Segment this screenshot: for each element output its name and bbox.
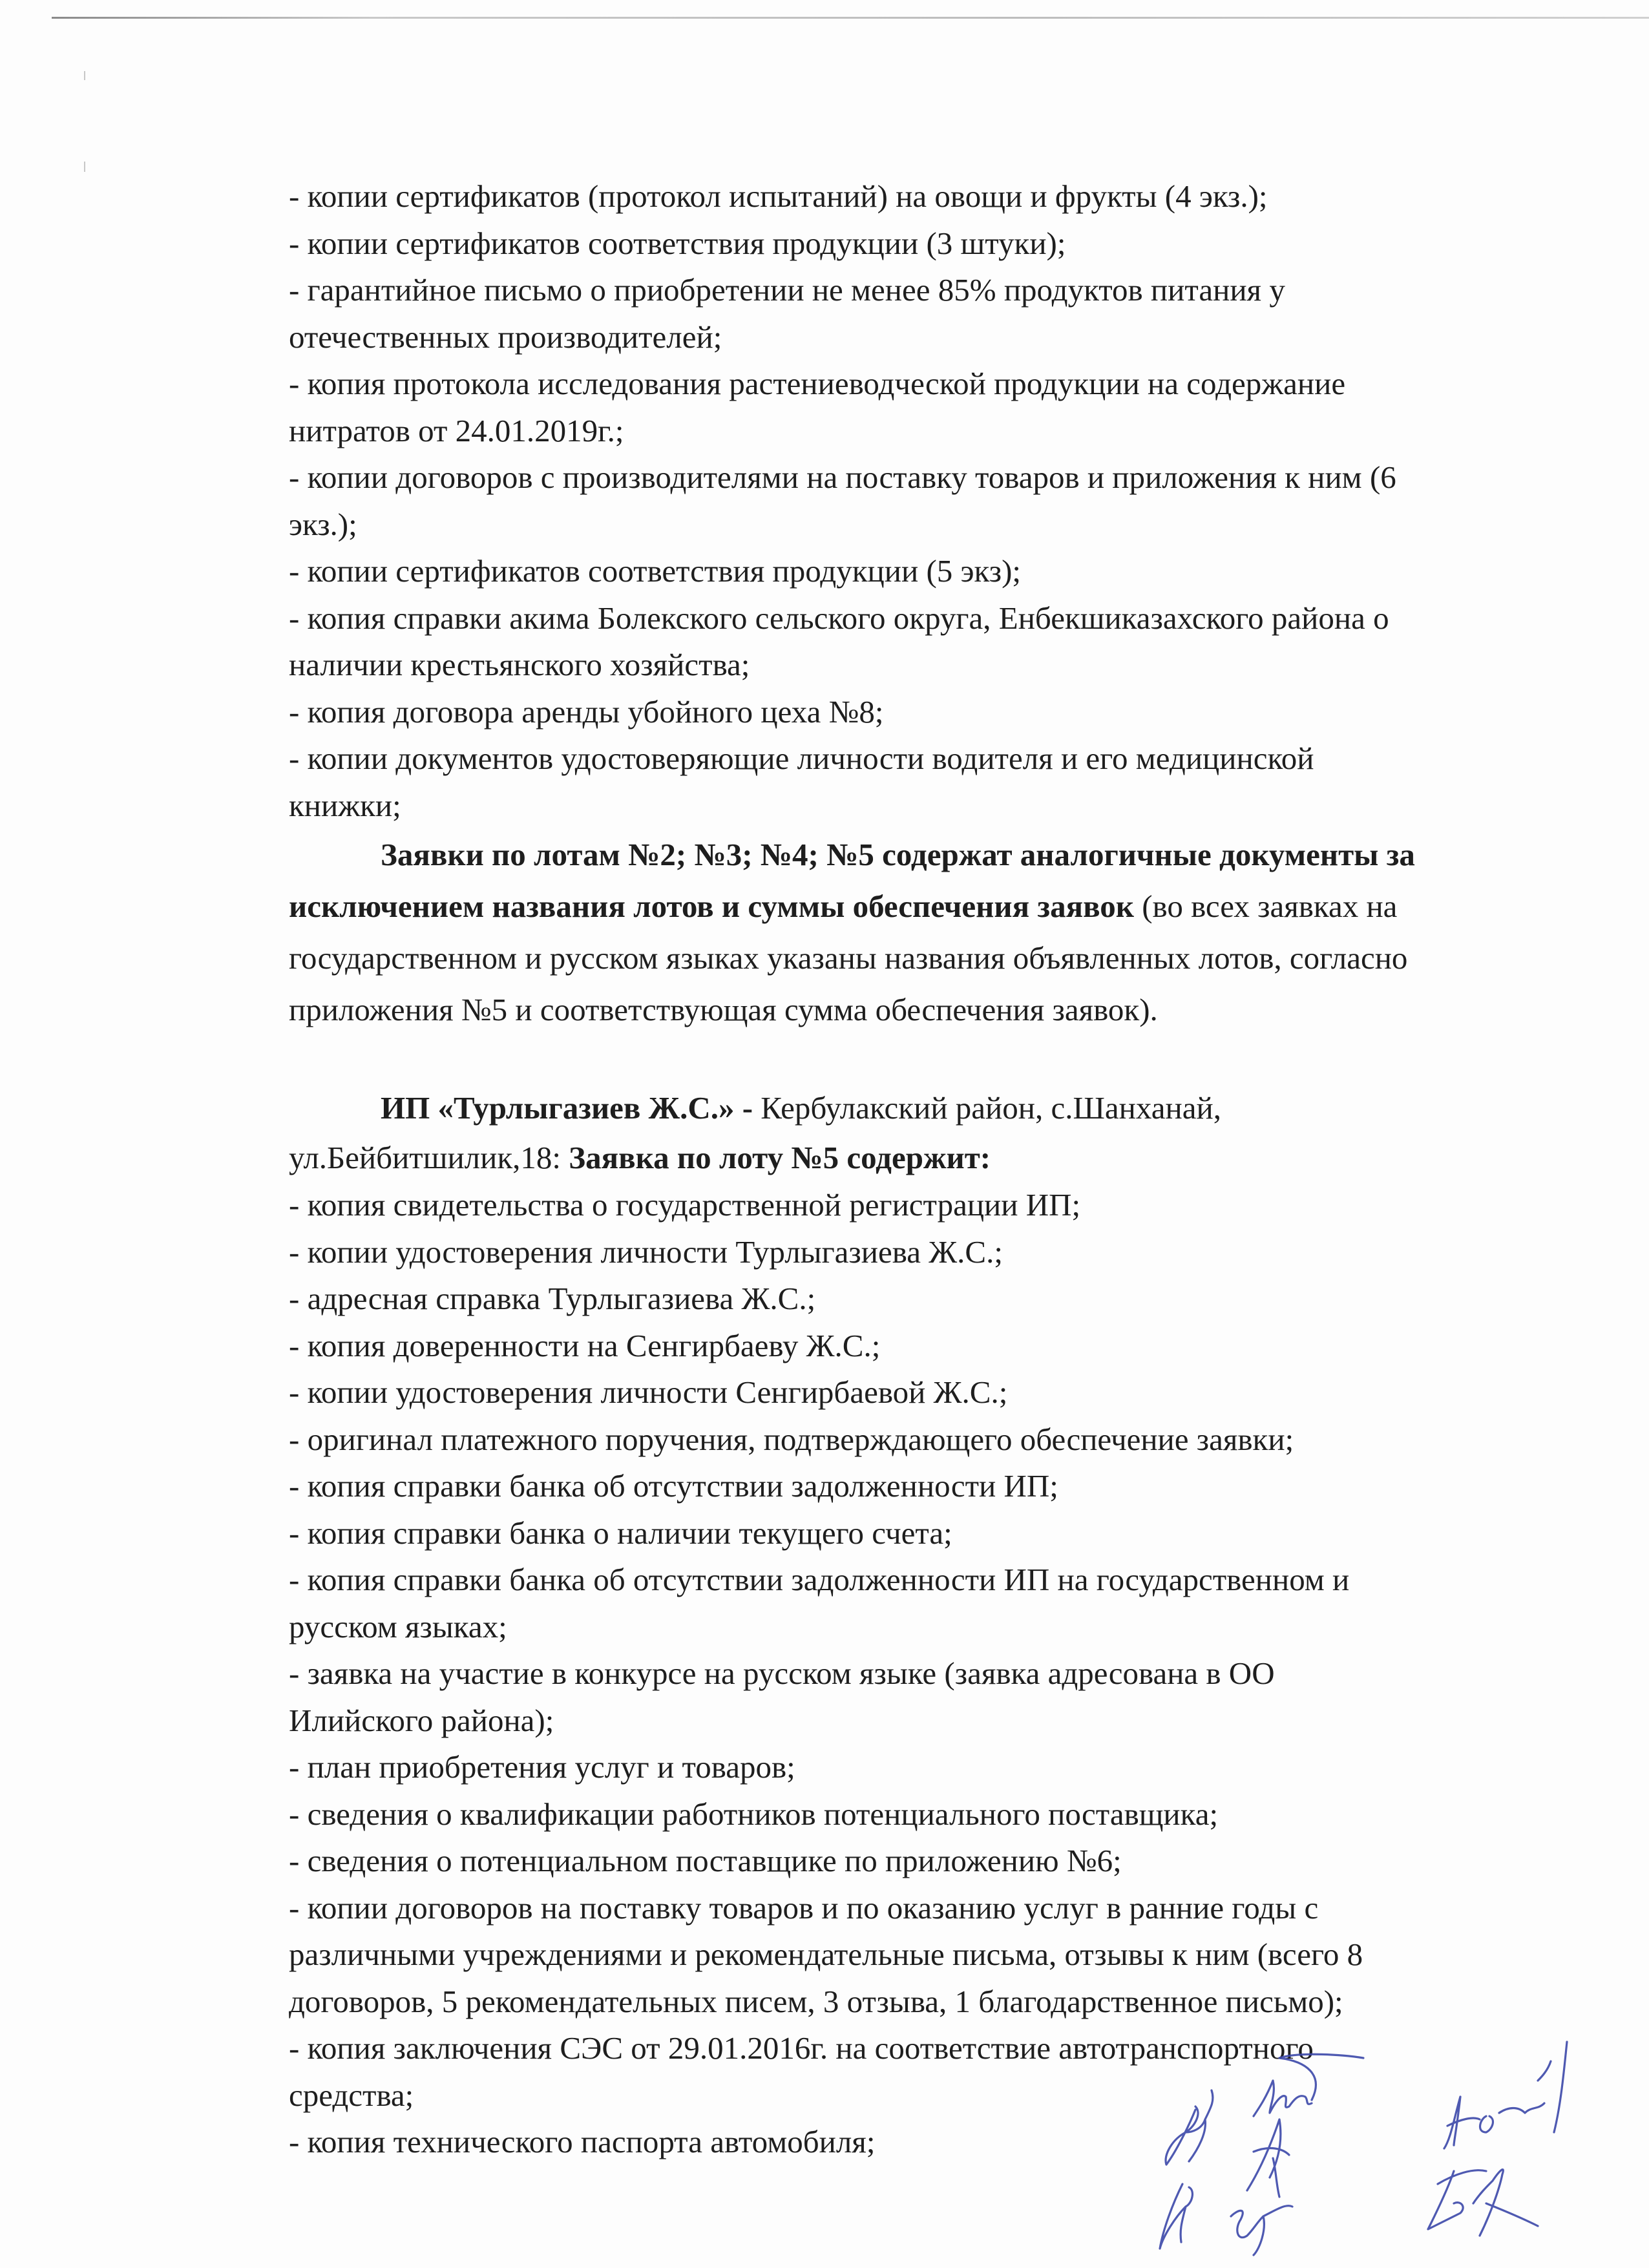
list-item-continuation: книжки; — [289, 787, 401, 823]
list-item-continuation: нитратов от 24.01.2019г.; — [289, 412, 624, 448]
list-item-continuation: средства; — [289, 2077, 414, 2113]
signature-4 — [1444, 2042, 1567, 2148]
lots-line-4: приложения №5 и соответствующая сумма обеспечения заявок). — [289, 992, 1158, 1027]
scan-edge-line — [52, 17, 1649, 19]
list-item: - копии договоров с производителями на поставку товаров и приложения к ним (6 — [289, 459, 1396, 495]
lots-line-3: государственном и русском языках указаны названия объявленных лотов, согласно — [289, 940, 1408, 976]
ip-line-1 — [289, 1082, 1484, 1134]
list-item: - сведения о квалификации работников потенциального поставщика; — [289, 1796, 1219, 1832]
list-item: - копия справки банка об отсутствии задолженности ИП на государственном и — [289, 1562, 1350, 1597]
signature-2 — [1254, 2054, 1363, 2116]
lots-line-2 — [289, 881, 1484, 932]
lots-exception-bold: исключением названия лотов и суммы обеспечения заявок — [289, 888, 1134, 924]
list-item-continuation: русском языках; — [289, 1608, 507, 1644]
ip-address-2: ул.Бейбитшилик,18: — [289, 1140, 569, 1175]
list-item-continuation: наличии крестьянского хозяйства; — [289, 647, 750, 682]
list-item: - заявка на участие в конкурсе на русском языке (заявка адресована в ОО — [289, 1655, 1275, 1691]
signature-6 — [1231, 2206, 1292, 2255]
list-item: - копия договора аренды убойного цеха №8; — [289, 693, 884, 730]
lot-heading-bold: Заявка по лоту №5 содержит: — [569, 1140, 991, 1175]
signature-5 — [1160, 2184, 1192, 2249]
list-item: - копии сертификатов (протокол испытаний) на овощи и фрукты (4 экз.); — [289, 178, 1268, 214]
punch-mark — [84, 162, 85, 172]
list-item: - копии удостоверения личности Турлыгазиева Ж.С.; — [289, 1234, 1003, 1270]
list-item: - копия протокола исследования растениеводческой продукции на содержание — [289, 366, 1346, 401]
list-item: - копии сертификатов соответствия продукции (3 штуки); — [289, 225, 1066, 261]
lots-heading-bold: Заявки по лотам №2; №3; №4; №5 содержат аналогичные документы за — [381, 837, 1415, 872]
list-item: - копии договоров на поставку товаров и по оказанию услуг в ранние годы с — [289, 1889, 1319, 1926]
list-item-continuation: экз.); — [289, 506, 357, 542]
signature-1 — [1166, 2090, 1213, 2165]
list-item: - копия доверенности на Сенгирбаеву Ж.С.; — [289, 1327, 881, 1363]
list-item: - оригинал платежного поручения, подтверждающего обеспечение заявки; — [289, 1421, 1294, 1457]
lots-line-1 — [289, 829, 1484, 881]
list-item-continuation: Илийского района); — [289, 1702, 554, 1738]
ip-address-1: Кербулакский район, с.Шанханай, — [753, 1090, 1221, 1126]
lots-paragraph — [289, 829, 1484, 1036]
list-item-continuation: договоров, 5 рекомендательных писем, 3 отзыва, 1 благодарственное письмо); — [289, 1983, 1343, 2019]
list-item: - копия свидетельства о государственной регистрации ИП; — [289, 1187, 1081, 1223]
lots-note: (во всех заявках на — [1133, 888, 1398, 924]
list-item: - копия справки банка о наличии текущего счета; — [289, 1515, 952, 1551]
list-item: - сведения о потенциальном поставщике по приложению №6; — [289, 1843, 1122, 1878]
list-item: - копия технического паспорта автомобиля; — [289, 2124, 876, 2159]
list-item: - копии удостоверения личности Сенгирбаевой Ж.С.; — [289, 1374, 1008, 1410]
list-item: - план приобретения услуг и товаров; — [289, 1749, 795, 1785]
ip-name-bold: ИП «Турлыгазиев Ж.С.» - — [381, 1090, 753, 1126]
list-item: - адресная справка Турлыгазиева Ж.С.; — [289, 1281, 816, 1316]
punch-mark — [84, 71, 85, 80]
list-item: - копия справки банка об отсутствии задолженности ИП; — [289, 1468, 1058, 1504]
list-item: - копии сертификатов соответствия продукции (5 экз); — [289, 553, 1022, 589]
ip-documents-list — [289, 1182, 1484, 2166]
ip-paragraph — [289, 1082, 1484, 1182]
list-item: - копии документов удостоверяющие личности водителя и его медицинской — [289, 740, 1314, 776]
list-item-continuation: отечественных производителей; — [289, 319, 722, 355]
signature-7 — [1428, 2170, 1538, 2236]
paragraph-gap — [289, 1036, 1484, 1082]
list-item: - копия заключения СЭС от 29.01.2016г. на соответствие автотранспортного — [289, 2030, 1314, 2066]
list-item-continuation: различными учреждениями и рекомендательные письма, отзывы к ним (всего 8 — [289, 1937, 1363, 1972]
list-item: - гарантийное письмо о приобретении не менее 85% продуктов питания у — [289, 272, 1285, 308]
document-body — [289, 173, 1484, 2166]
supplier-documents-list — [289, 173, 1484, 829]
ip-line-2 — [289, 1134, 1484, 1182]
signature-3 — [1247, 2119, 1289, 2197]
list-item: - копия справки акима Болекского сельского округа, Енбекшиказахского района о — [289, 600, 1389, 636]
signatures-block — [1150, 2035, 1615, 2262]
